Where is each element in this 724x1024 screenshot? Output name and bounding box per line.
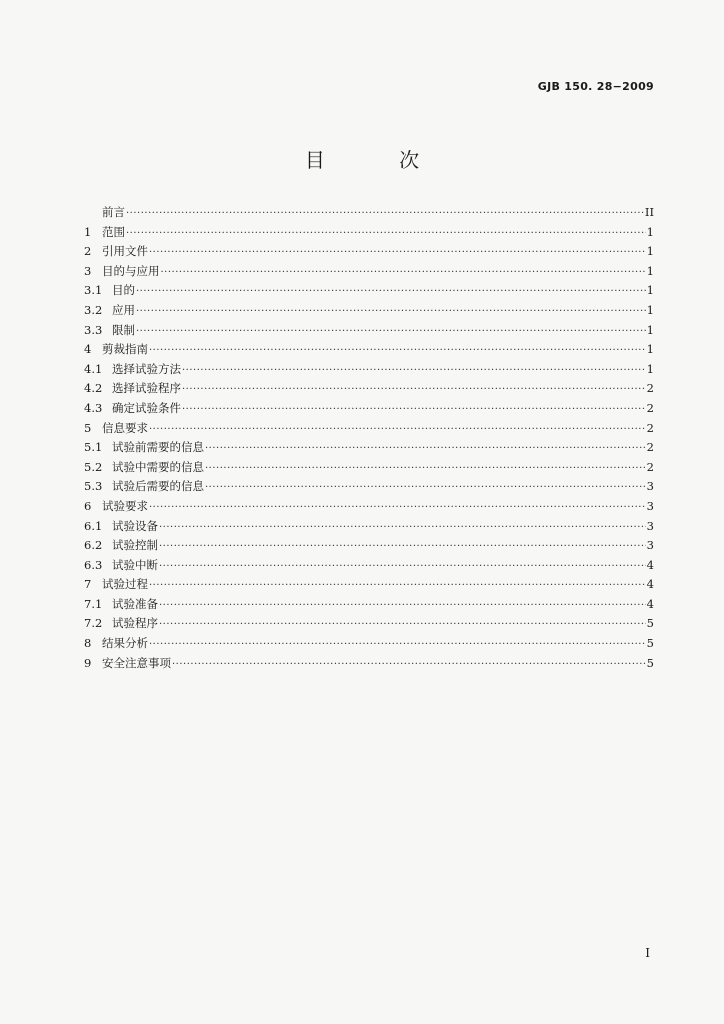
toc-entry-number: 6.3 [84,557,103,572]
toc-entry-number: 4.2 [84,381,103,396]
toc-entry-page: 1 [646,361,654,376]
toc-entry[interactable] [84,302,654,322]
toc-entry-title: 选择试验方法 [112,361,181,376]
toc-leader-dots [161,267,646,278]
toc-entry[interactable] [84,204,654,224]
toc-leader-dots [136,306,646,317]
toc-entry[interactable] [84,224,654,244]
toc-entry-page: 4 [646,557,654,572]
toc-leader-dots [126,228,646,239]
toc-entry-title: 范围 [102,224,125,239]
toc-entry[interactable] [84,537,654,557]
toc-entry[interactable] [84,655,654,675]
toc-entry-number: 9 [84,655,92,670]
toc-entry-page: 5 [646,636,654,651]
toc-entry-title: 试验要求 [102,498,148,513]
toc-entry-page: 2 [646,459,654,474]
toc-entry-title: 试验过程 [102,577,148,592]
toc-entry[interactable] [84,420,654,440]
toc-entry-number: 1 [84,224,92,239]
toc-entry-title: 剪裁指南 [102,342,148,357]
toc-entry[interactable] [84,439,654,459]
toc-leader-dots [159,619,646,630]
toc-leader-dots [159,541,646,552]
toc-leader-dots [205,482,646,493]
toc-entry[interactable] [84,341,654,361]
toc-entry-number: 6 [84,498,92,513]
toc-entry-title: 引用文件 [102,244,148,259]
toc-entry[interactable] [84,557,654,577]
toc-leader-dots [205,443,646,454]
toc-entry-title: 结果分析 [102,636,148,651]
toc-entry-title: 试验后需要的信息 [112,479,204,494]
toc-entry-number: 2 [84,244,92,259]
toc-entry-number: 3 [84,263,92,278]
toc-leader-dots [136,326,646,337]
toc-entry-title: 目的 [112,283,135,298]
toc-leader-dots [126,208,644,219]
toc-leader-dots [182,365,646,376]
toc-entry-page: 1 [646,263,654,278]
toc-entry-page: 1 [646,224,654,239]
toc-entry-page: 2 [646,440,654,455]
document-code: GJB 150. 28−2009 [537,80,654,93]
toc-entry-title: 信息要求 [102,420,148,435]
toc-entry-title: 前言 [102,205,125,219]
toc-entry-page: 3 [646,518,654,533]
toc-entry-page: 1 [646,342,654,357]
toc-entry-title: 选择试验程序 [112,381,181,396]
toc-entry-title: 确定试验条件 [112,400,181,415]
toc-leader-dots [172,659,646,670]
toc-entry-page: 5 [646,616,654,631]
toc-entry-page: 1 [646,302,654,317]
toc-entry[interactable] [84,518,654,538]
toc-entry-title: 试验中需要的信息 [112,459,204,474]
toc-entry-number: 5 [84,420,92,435]
toc-leader-dots [149,345,646,356]
toc-entry[interactable] [84,263,654,283]
toc-entry-page: 4 [646,577,654,592]
toc-entry-title: 试验设备 [112,518,158,533]
toc-entry-page: 1 [646,244,654,259]
toc-entry-number: 7.2 [84,616,103,631]
toc-entry[interactable] [84,400,654,420]
toc-entry-page: 3 [646,479,654,494]
toc-entry-title: 试验程序 [112,616,158,631]
toc-entry[interactable] [84,361,654,381]
toc-entry-title: 限制 [112,322,135,337]
toc-entry-number: 3.2 [84,302,103,317]
toc-entry[interactable] [84,478,654,498]
toc-entry-page: 3 [646,538,654,553]
toc-entry-title: 应用 [112,302,135,317]
toc-entry[interactable] [84,596,654,616]
toc-entry[interactable] [84,282,654,302]
toc-leader-dots [182,384,646,395]
toc-entry-title: 试验控制 [112,538,158,553]
toc-entry[interactable] [84,380,654,400]
toc-leader-dots [136,286,646,297]
toc-leader-dots [182,404,646,415]
toc-entry-page: 3 [646,498,654,513]
toc-entry-title: 试验前需要的信息 [112,440,204,455]
toc-entry[interactable] [84,576,654,596]
toc-entry-page: 2 [646,381,654,396]
toc-entry[interactable] [84,635,654,655]
toc-entry-number: 3.1 [84,283,103,298]
toc-entry[interactable] [84,498,654,518]
toc-entry-number: 4 [84,342,92,357]
toc-entry[interactable] [84,615,654,635]
toc-entry-number: 6.2 [84,538,103,553]
toc-entry-page: 1 [646,283,654,298]
toc-entry-number: 8 [84,636,92,651]
toc-entry-page: 2 [646,400,654,415]
toc-entry-title: 安全注意事项 [102,655,171,670]
toc-entry-number: 4.3 [84,400,103,415]
toc-leader-dots [149,247,646,258]
toc-leader-dots [149,580,646,591]
toc-entry-number: 3.3 [84,322,103,337]
toc-entry-title: 目的与应用 [102,263,160,278]
toc-leader-dots [149,424,646,435]
toc-entry-title: 试验准备 [112,596,158,611]
toc-entry-page: 4 [646,596,654,611]
toc-entry-number: 7 [84,577,92,592]
toc-entry-title: 试验中断 [112,557,158,572]
toc-entry-page: II [644,205,654,219]
page-number: I [645,946,650,960]
toc-entry-number: 6.1 [84,518,103,533]
toc-leader-dots [159,522,646,533]
toc-entry-number: 5.2 [84,459,103,474]
toc-entry[interactable] [84,243,654,263]
toc-entry[interactable] [84,459,654,479]
toc-entry-page: 2 [646,420,654,435]
toc-leader-dots [149,502,646,513]
toc-leader-dots [205,463,646,474]
toc-entry-number: 4.1 [84,361,103,376]
page-title: 目 次 [304,148,454,172]
toc-entry-page: 1 [646,322,654,337]
toc-leader-dots [159,561,646,572]
table-of-contents [84,204,654,674]
toc-entry-number: 7.1 [84,596,103,611]
toc-entry[interactable] [84,322,654,342]
toc-entry-number: 5.3 [84,479,103,494]
toc-entry-number: 5.1 [84,440,103,455]
toc-entry-page: 5 [646,655,654,670]
toc-leader-dots [159,600,646,611]
toc-leader-dots [149,639,646,650]
